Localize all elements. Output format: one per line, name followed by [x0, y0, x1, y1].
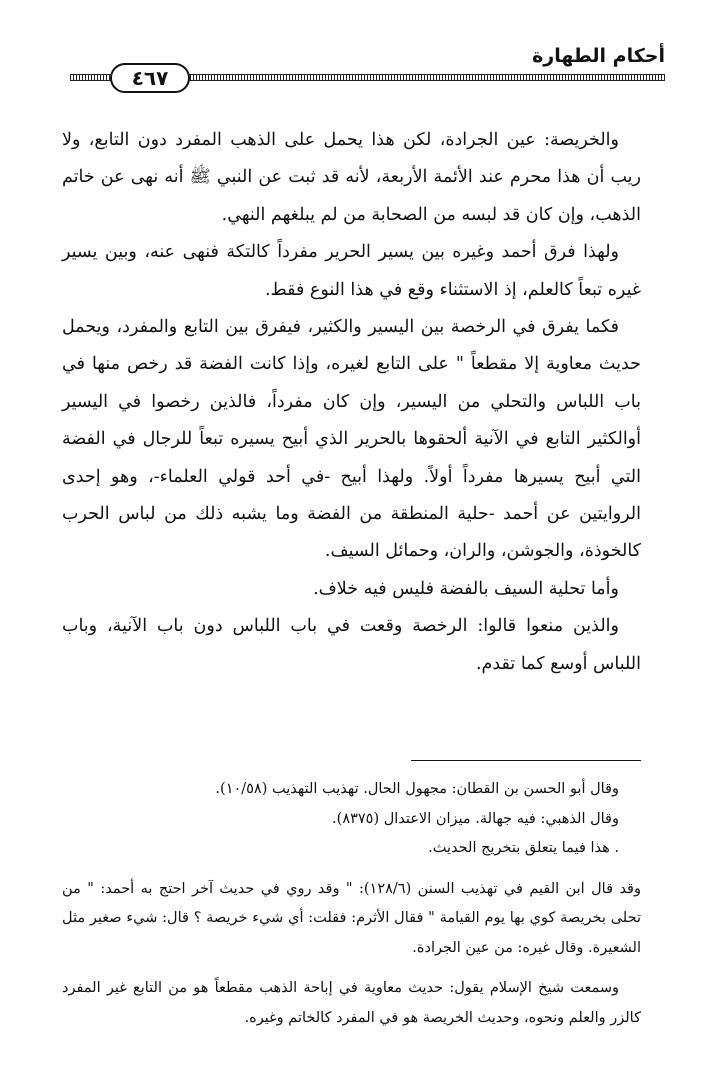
footnote-line: وقال أبو الحسن بن القطان: مجهول الحال. تهذيب التهذيب (١٠/٥٨).: [215, 781, 619, 797]
body-paragraph: ولهذا فرق أحمد وغيره بين يسير الحرير مفرداً كالتكة فنهى عنه، وبين يسير غيره تبعاً كالعلم، إذ الاستثناء وقع في هذا النوع فقط.: [62, 242, 641, 300]
footnotes: [62, 775, 641, 1033]
footnote-line: . هذا فيما يتعلق بتخريج الحديث.: [428, 840, 619, 856]
body-paragraph: وأما تحلية السيف بالفضة فليس فيه خلاف.: [313, 578, 619, 599]
body-paragraph: والخريصة: عين الجرادة، لكن هذا يحمل على الذهب المفرد دون التابع، ولا ريب أن هذا محرم عند الأئمة الأربعة، لأنه قد ثبت عن النبي ﷺ أنه نهى عن خاتم الذهب، وإن كان قد لبسه من الصحابة من لم يبلغهم النهي.: [62, 130, 641, 225]
body-paragraph: فكما يفرق في الرخصة بين اليسير والكثير، فيفرق بين التابع والمفرد، ويحمل حديث معاوية إلا مقطعاً " على التابع لغيره، وإذا كانت الفضة قد رخص منها في باب اللباس والتحلي من اليسير، وإن كان مفرداً، فالذين رخصوا في اليسير أوالكثير التابع في الآنية ألحقوها بالحرير الذي أبيح يسيره تبعاً للرجال في الفضة التي أبيح يسيرها مفرداً أولاً. ولهذا أبيح -في أحد قولي العلماء-، وهو إحدى الروايتين عن أحمد -حلية المنطقة من الفضة وما يشبه ذلك من لباس الحرب كالخوذة، والجوشن، والران، وحمائل السيف.: [62, 317, 641, 562]
main-text: [62, 122, 641, 683]
page-number-badge: [110, 63, 190, 93]
body-paragraph: والذين منعوا قالوا: الرخصة وقعت في باب اللباس دون باب الآنية، وباب اللباس أوسع كما تقدم.: [62, 616, 641, 674]
footnote-line: وسمعت شيخ الإسلام يقول: حديث معاوية في إباحة الذهب مقطعاً هو من التابع غير المفرد كالزر والعلم ونحوه، وحديث الخريصة هو في المفرد كالخاتم وغيره.: [62, 980, 641, 1026]
footnote-line: وقال الذهبي: فيه جهالة. ميزان الاعتدال (٨٣٧٥).: [332, 810, 619, 827]
footnote-separator: [411, 760, 641, 761]
page-number: ٤٦٧: [131, 66, 169, 90]
footnote-line: وقد قال ابن القيم في تهذيب السنن (١٢٨/٦): " وقد روي في حديث آخر احتج به أحمد: " من تحلى بخريصة كوي بها يوم القيامة " فقال الأثرم: فقلت: أي شيء خريصة ؟ قال: شيء صغير مثل الشعيرة. وقال غيره: من عين الجرادة.: [62, 880, 641, 956]
running-header-title: أحكام الطهارة: [532, 45, 665, 67]
